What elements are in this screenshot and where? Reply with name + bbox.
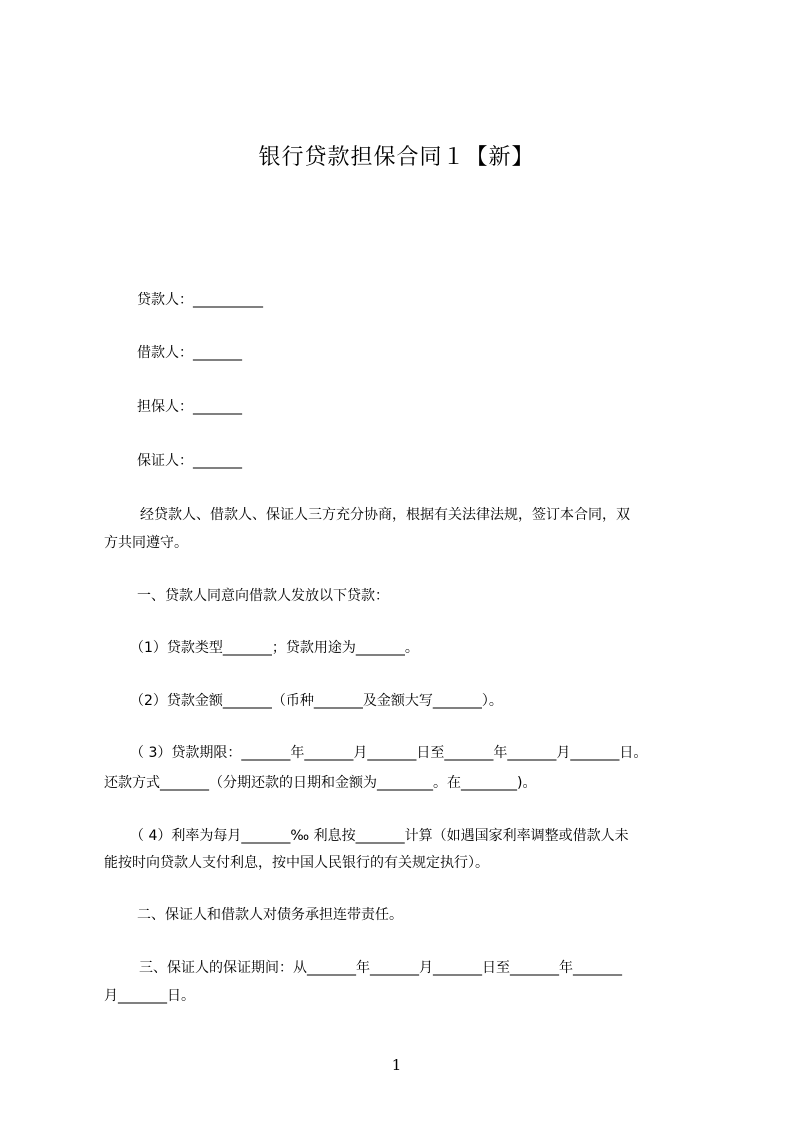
loan-item-1: （1）贷款类型_______；贷款用途为_______。 <box>130 640 419 656</box>
party-guarantor: 担保人：_______ <box>137 399 242 415</box>
party-lender: 贷款人：__________ <box>137 292 263 308</box>
loan-item-3-line-2: 还款方式_______（分期还款的日期和金额为________。在________)。 <box>104 775 537 791</box>
loan-item-3-line-1: （ 3）贷款期限：_______年_______月_______日至_______年_______月_______日。 <box>130 745 648 761</box>
party-borrower: 借款人：_______ <box>137 345 242 361</box>
loan-item-4-line-1: （ 4）利率为每月_______‰ 利息按_______计算（如遇国家利率调整或借款人未 <box>130 828 629 844</box>
loan-item-4-line-2: 能按时向贷款人支付利息，按中国人民银行的有关规定执行）。 <box>104 855 489 871</box>
intro-paragraph-line-2: 方共同遵守。 <box>104 535 188 551</box>
intro-paragraph-line-1: 经贷款人、借款人、保证人三方充分协商，根据有关法律法规，签订本合同，双 <box>140 507 630 523</box>
party-surety: 保证人：_______ <box>137 453 242 469</box>
section-2-heading: 二、保证人和借款人对债务承担连带责任。 <box>137 907 403 923</box>
page-title: 银行贷款担保合同１【新】 <box>258 145 535 170</box>
section-1-heading: 一、贷款人同意向借款人发放以下贷款： <box>137 588 389 604</box>
page-number: 1 <box>391 1056 402 1074</box>
loan-item-2: （2）贷款金额_______（币种_______及金额大写_______）。 <box>130 693 503 709</box>
section-3-line-1: 三、保证人的保证期间：从_______年_______月_______日至_______年_______ <box>139 960 622 976</box>
section-3-line-2: 月_______日。 <box>104 988 195 1004</box>
